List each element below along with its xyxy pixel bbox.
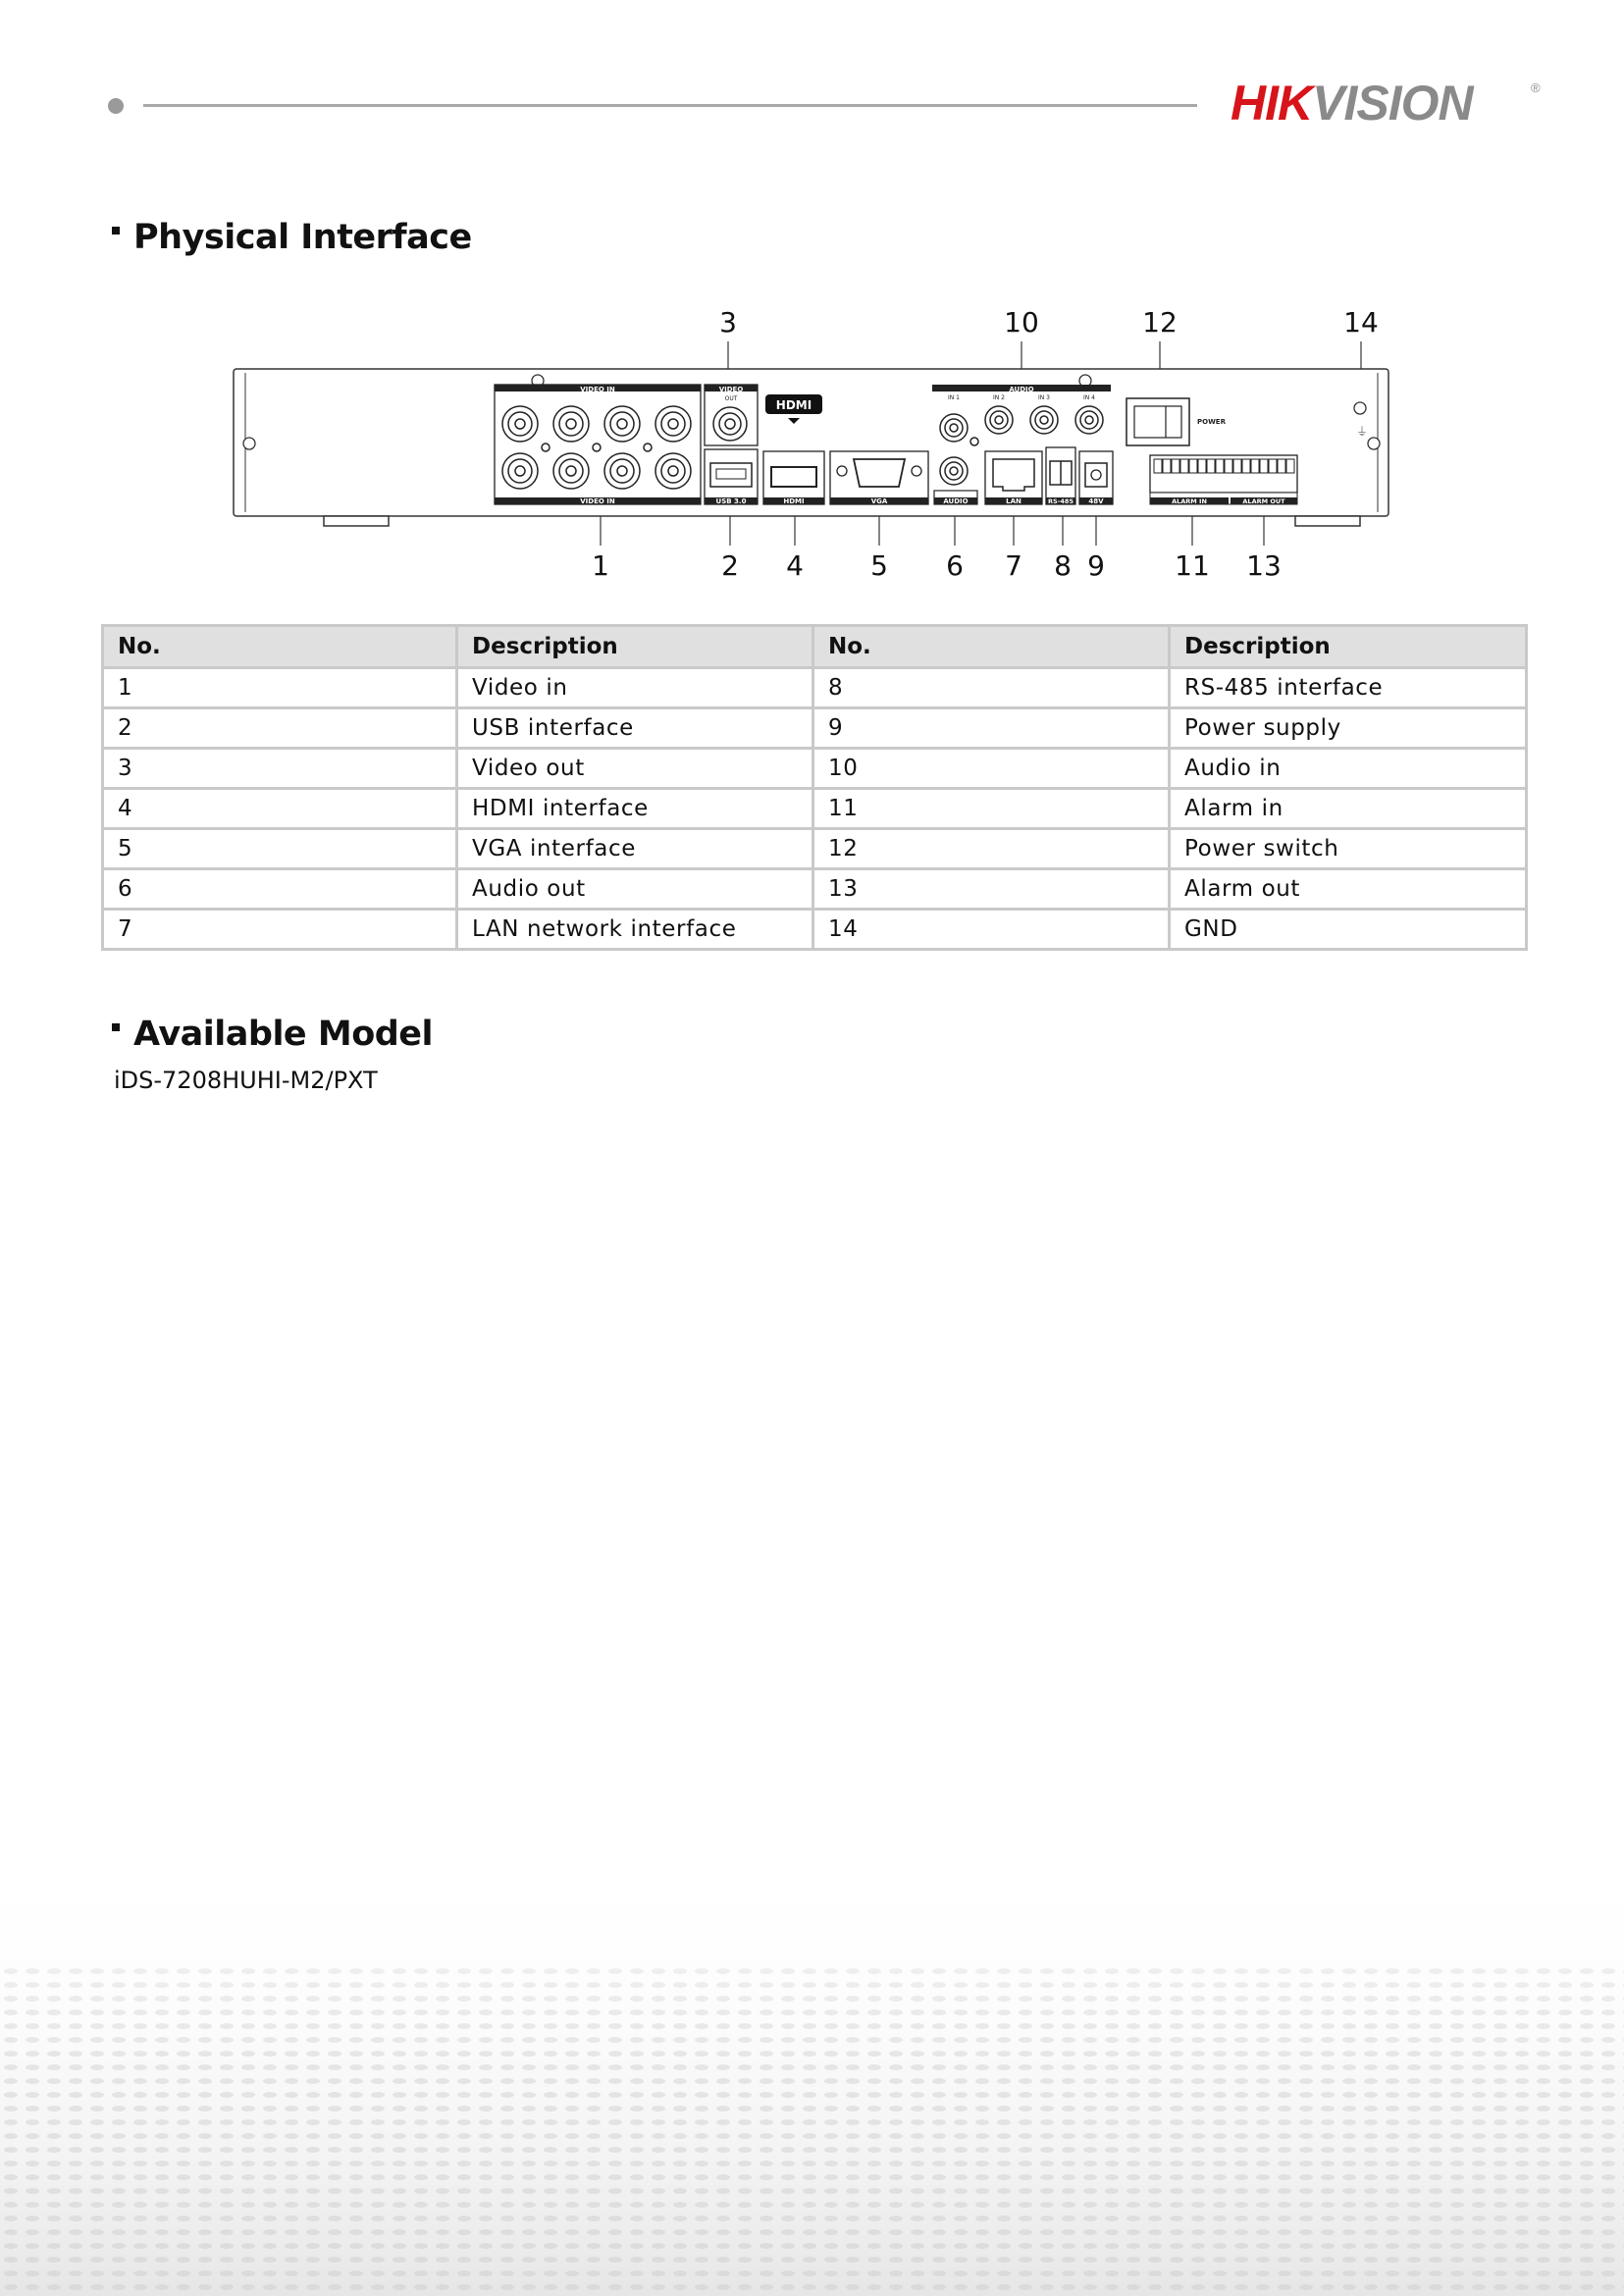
hikvision-logo xyxy=(1231,73,1545,131)
cell-no: 9 xyxy=(813,708,1170,749)
callout-14: 14 xyxy=(1343,306,1379,339)
cell-description: Power switch xyxy=(1170,829,1527,869)
label-rs485: RS-485 xyxy=(1048,497,1074,505)
cell-description: LAN network interface xyxy=(457,910,813,950)
section-heading-available-model: Available Model xyxy=(112,1015,433,1054)
cell-description: Video out xyxy=(457,749,813,789)
cell-description: RS-485 interface xyxy=(1170,668,1527,708)
label-alarm-in: ALARM IN xyxy=(1172,497,1207,505)
callout-12: 12 xyxy=(1142,306,1178,339)
table-row xyxy=(103,829,1527,869)
cell-no: 2 xyxy=(103,708,457,749)
cell-no: 4 xyxy=(103,789,457,829)
logo-vision: VISION xyxy=(1312,76,1473,130)
callout-6: 6 xyxy=(946,549,964,582)
label-power-dc: 48V xyxy=(1088,497,1104,505)
callout-11: 11 xyxy=(1175,549,1210,582)
label-video-in-top: VIDEO IN xyxy=(580,386,615,393)
logo-hik: HIK xyxy=(1231,76,1313,130)
callout-10: 10 xyxy=(1004,306,1039,339)
cell-no: 1 xyxy=(103,668,457,708)
cell-no: 7 xyxy=(103,910,457,950)
cell-no: 5 xyxy=(103,829,457,869)
cell-description: Alarm in xyxy=(1170,789,1527,829)
header-rule xyxy=(143,104,1197,107)
rear-panel-diagram xyxy=(0,294,1624,589)
cell-no: 6 xyxy=(103,869,457,910)
callout-3: 3 xyxy=(719,306,737,339)
callout-13: 13 xyxy=(1246,549,1282,582)
cell-no: 13 xyxy=(813,869,1170,910)
label-video-in-bottom: VIDEO IN xyxy=(580,497,615,505)
callout-8: 8 xyxy=(1054,549,1072,582)
callout-1: 1 xyxy=(592,549,609,582)
cell-no: 3 xyxy=(103,749,457,789)
footer-decorative-pattern xyxy=(0,1786,1624,2296)
callout-2: 2 xyxy=(721,549,739,582)
hdmi-logo: HDMI xyxy=(775,398,812,412)
cell-description: Video in xyxy=(457,668,813,708)
header-dot xyxy=(108,98,124,114)
table-row xyxy=(103,910,1527,950)
cell-no: 11 xyxy=(813,789,1170,829)
cell-description: USB interface xyxy=(457,708,813,749)
cell-no: 12 xyxy=(813,829,1170,869)
label-video-out-sub: OUT xyxy=(724,395,738,402)
gnd-symbol-icon: ⏚ xyxy=(1356,425,1369,439)
table-row xyxy=(103,789,1527,829)
label-hdmi: HDMI xyxy=(783,497,805,505)
callout-7: 7 xyxy=(1005,549,1022,582)
col-header-description: Description xyxy=(1170,626,1527,668)
col-header-description: Description xyxy=(457,626,813,668)
cell-no: 10 xyxy=(813,749,1170,789)
model-number: iDS-7208HUHI-M2/PXT xyxy=(114,1067,378,1094)
callout-4: 4 xyxy=(786,549,804,582)
cell-no: 8 xyxy=(813,668,1170,708)
cell-no: 14 xyxy=(813,910,1170,950)
interface-table xyxy=(101,624,1528,951)
cell-description: HDMI interface xyxy=(457,789,813,829)
table-header-row xyxy=(103,626,1527,668)
table-row xyxy=(103,869,1527,910)
label-in4: IN 4 xyxy=(1083,394,1095,401)
table-row xyxy=(103,668,1527,708)
cell-description: Alarm out xyxy=(1170,869,1527,910)
svg-text:HIKVISION xyxy=(1231,76,1474,130)
label-in1: IN 1 xyxy=(948,394,960,401)
label-vga: VGA xyxy=(870,497,888,505)
label-audio-top: AUDIO xyxy=(1009,386,1034,393)
label-in3: IN 3 xyxy=(1038,394,1050,401)
bullet-square-icon xyxy=(112,1023,120,1031)
table-row xyxy=(103,749,1527,789)
label-audio-out: AUDIO xyxy=(943,497,969,505)
col-header-no: No. xyxy=(813,626,1170,668)
cell-description: GND xyxy=(1170,910,1527,950)
cell-description: Audio out xyxy=(457,869,813,910)
callout-5: 5 xyxy=(870,549,888,582)
logo-registered-mark: ® xyxy=(1531,80,1541,95)
cell-description: Power supply xyxy=(1170,708,1527,749)
table-row xyxy=(103,708,1527,749)
label-alarm-out: ALARM OUT xyxy=(1242,497,1285,505)
section-heading-physical-interface: Physical Interface xyxy=(112,218,472,257)
label-video-out: VIDEO xyxy=(718,386,744,393)
label-lan: LAN xyxy=(1006,497,1022,505)
callout-9: 9 xyxy=(1087,549,1105,582)
label-usb: USB 3.0 xyxy=(715,497,747,505)
cell-description: Audio in xyxy=(1170,749,1527,789)
bullet-square-icon xyxy=(112,227,120,235)
label-power: POWER xyxy=(1197,418,1226,426)
label-in2: IN 2 xyxy=(993,394,1005,401)
cell-description: VGA interface xyxy=(457,829,813,869)
col-header-no: No. xyxy=(103,626,457,668)
